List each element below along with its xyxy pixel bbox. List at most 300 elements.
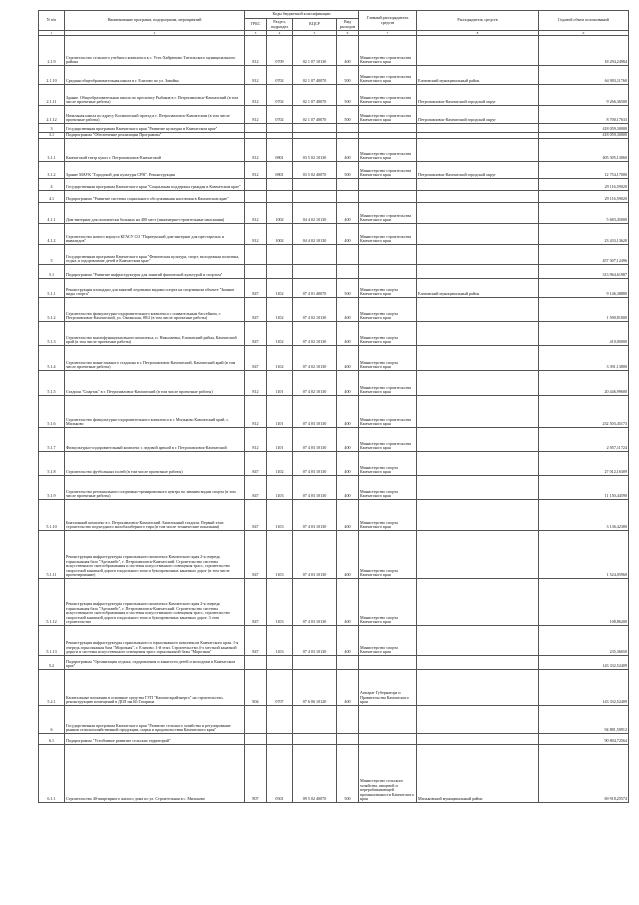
row-number: 5.1.9 — [39, 476, 65, 500]
row-recipient — [417, 626, 539, 656]
row-name: Строительство многофункционального комплекса, п. Николаевка, Елизовский район, Камчатский край (в том числе проектные работы) — [65, 322, 245, 346]
column-number: 6 — [337, 31, 359, 36]
row-kcsr: 07 4 02 10130 — [293, 371, 337, 396]
row-kcsr: 07 4 03 10130 — [293, 452, 337, 476]
table-row — [39, 452, 629, 476]
row-main-manager: Министерство строительства Камчатского края — [359, 224, 417, 245]
row-number: 5.1.11 — [39, 531, 65, 579]
row-kcsr: 04 4 02 10130 — [293, 224, 337, 245]
row-kcsr — [293, 124, 337, 133]
row-kcsr: 02 1 07 40070 — [293, 66, 337, 85]
row-main-manager: Министерство строительства Камчатского края — [359, 371, 417, 396]
table-row — [39, 476, 629, 500]
row-main-manager: Министерство спорта Камчатского края — [359, 452, 417, 476]
row-recipient — [417, 452, 539, 476]
row-number: 5 — [39, 245, 65, 265]
row-number: 5.1.8 — [39, 452, 65, 476]
row-kcsr — [293, 734, 337, 745]
row-volume: 11 150,44590 — [539, 476, 629, 500]
row-number: 2.1.11 — [39, 85, 65, 106]
row-main-manager: Министерство строительства Камчатского края — [359, 428, 417, 452]
row-name: Реконструкция инфраструктуры горнолыжного комплекса Камчатского края 2-я очередь горнолыжная база "Эдельвейс", г. Петропавловск-Камчатский. Строительство системы искусственного снегообразования и системы искусственного освещения трасс, строительство скоростной канатной дороги гондольного типа и буксировочных канатных дорог (в том числе проектирование) — [65, 531, 245, 579]
row-main-manager: Аппарат Губернатора и Правительства Камчатского края — [359, 670, 417, 706]
row-recipient — [417, 579, 539, 626]
row-razdel: 1101 — [267, 396, 293, 428]
row-grbs: 812 — [245, 371, 267, 396]
row-kcsr: 07 4 03 10130 — [293, 476, 337, 500]
row-kcsr: 09 5 02 40070 — [293, 745, 337, 803]
row-recipient — [417, 734, 539, 745]
row-grbs: 812 — [245, 203, 267, 224]
row-volume: 143 332,52409 — [539, 670, 629, 706]
table-row — [39, 66, 629, 85]
row-vid: 500 — [337, 66, 359, 85]
row-main-manager — [359, 179, 417, 191]
row-grbs: 847 — [245, 346, 267, 371]
row-grbs: 812 — [245, 428, 267, 452]
row-recipient — [417, 476, 539, 500]
row-main-manager — [359, 245, 417, 265]
row-name: Стадион "Спартак" в г. Петропавловск-Камчатский (в том числе проектные работы) — [65, 371, 245, 396]
row-recipient — [417, 298, 539, 322]
row-name: Реконструкция инфраструктуры горнолыжного и горнолыжного комплексов Камчатского края. 1-я очередь горнолыжная база "Морозная", г. Елизово. 1-й этап. Строительство 4-х местной канатной дороги и системы искусственного освещения трасс горнолыжной базы "Морозная" — [65, 626, 245, 656]
table-row — [39, 36, 629, 66]
row-number: 3.1 — [39, 133, 65, 139]
row-name: Начальная школа по адресу Космический проезд в г. Петропавловск-Камчатском (в том числе проектные работы) — [65, 106, 245, 124]
row-main-manager: Министерство спорта Камчатского края — [359, 279, 417, 298]
row-volume: 143 332,52409 — [539, 656, 629, 670]
row-volume: 313 964,61987 — [539, 265, 629, 279]
row-kcsr — [293, 706, 337, 734]
row-vid — [337, 245, 359, 265]
row-number: 5.1.10 — [39, 500, 65, 531]
row-name: Здание МАУК "Городской дом культуры СРВ". Реконструкция — [65, 162, 245, 179]
row-main-manager — [359, 124, 417, 133]
row-recipient: Елизовский муниципальный район — [417, 279, 539, 298]
row-razdel — [267, 124, 293, 133]
row-recipient: Петропавловск-Камчатский городской округ — [417, 106, 539, 124]
row-number: 6 — [39, 706, 65, 734]
row-name: Строительство физкультурно-оздоровительного комплекса с плавательным бассейном, г. Петропавловск-Камчатский, ул. Океанская, 88/2 (в том числе проектные работы) — [65, 298, 245, 322]
row-number: 6.1.1 — [39, 745, 65, 803]
row-main-manager: Министерство строительства Камчатского края — [359, 396, 417, 428]
table-row — [39, 371, 629, 396]
row-volume: 64 903,11760 — [539, 66, 629, 85]
row-volume: 2 057,11724 — [539, 428, 629, 452]
row-vid: 500 — [337, 279, 359, 298]
header-razdel: Раздел, подраздел — [267, 19, 293, 31]
row-razdel: 1101 — [267, 371, 293, 396]
row-name: Государственная программа Камчатского края "Физическая культура, спорт, молодежная политика, отдых и оздоровление детей в Камчатском крае" — [65, 245, 245, 265]
row-recipient — [417, 322, 539, 346]
row-kcsr: 07 6 06 10120 — [293, 670, 337, 706]
row-grbs: 847 — [245, 531, 267, 579]
row-main-manager: Министерство строительства Камчатского края — [359, 139, 417, 162]
row-volume: 5 683,45000 — [539, 203, 629, 224]
row-volume: 8 700,17633 — [539, 106, 629, 124]
row-volume: 235,36650 — [539, 626, 629, 656]
column-number: 5 — [293, 31, 337, 36]
row-name: Реконструкция площадки для занятий ледовыми видами спорта на спортивном объекте "Зимние виды спорта" — [65, 279, 245, 298]
row-grbs: 807 — [245, 745, 267, 803]
row-volume: 3 391,13800 — [539, 346, 629, 371]
row-grbs — [245, 245, 267, 265]
column-number: 2 — [65, 31, 245, 36]
row-volume: 23 433,13620 — [539, 224, 629, 245]
row-recipient — [417, 346, 539, 371]
table-row — [39, 139, 629, 162]
row-razdel: 1002 — [267, 224, 293, 245]
table-body — [39, 36, 629, 803]
table-row — [39, 322, 629, 346]
header-name: Наименование программ, подпрограмм, мероприятий — [65, 11, 245, 31]
column-number: 9 — [539, 31, 629, 36]
row-grbs: 812 — [245, 85, 267, 106]
row-razdel: 0702 — [267, 66, 293, 85]
row-recipient — [417, 245, 539, 265]
row-volume: 9 146,38880 — [539, 279, 629, 298]
row-recipient — [417, 139, 539, 162]
row-name: Строительство футбольных полей (в том числе проектные работы) — [65, 452, 245, 476]
table-row — [39, 224, 629, 245]
row-recipient — [417, 500, 539, 531]
row-kcsr: 07 4 02 10130 — [293, 346, 337, 371]
row-kcsr: 03 5 02 10130 — [293, 139, 337, 162]
row-vid: 400 — [337, 371, 359, 396]
row-razdel — [267, 706, 293, 734]
table-row — [39, 626, 629, 656]
row-main-manager: Министерство строительства Камчатского края — [359, 36, 417, 66]
row-vid: 500 — [337, 162, 359, 179]
row-grbs: 804 — [245, 670, 267, 706]
row-kcsr: 02 1 07 10130 — [293, 36, 337, 66]
header-volume: Годовой объем ассигнований — [539, 11, 629, 31]
table-row — [39, 346, 629, 371]
row-razdel: 1103 — [267, 476, 293, 500]
row-razdel: 0702 — [267, 85, 293, 106]
table-row — [39, 656, 629, 670]
row-kcsr: 07 4 03 10130 — [293, 428, 337, 452]
row-kcsr: 07 4 03 10130 — [293, 396, 337, 428]
row-kcsr — [293, 179, 337, 191]
table-row — [39, 162, 629, 179]
row-grbs: 847 — [245, 322, 267, 346]
row-kcsr: 02 1 07 40070 — [293, 106, 337, 124]
row-main-manager: Министерство спорта Камчатского края — [359, 346, 417, 371]
row-grbs — [245, 656, 267, 670]
row-recipient: Петропавловск-Камчатский городской округ — [417, 85, 539, 106]
row-main-manager — [359, 734, 417, 745]
table-row — [39, 500, 629, 531]
row-recipient — [417, 203, 539, 224]
row-grbs — [245, 734, 267, 745]
row-kcsr — [293, 191, 337, 203]
row-vid: 400 — [337, 36, 359, 66]
row-razdel: 1102 — [267, 279, 293, 298]
row-recipient — [417, 428, 539, 452]
table-row — [39, 191, 629, 203]
row-vid: 400 — [337, 500, 359, 531]
row-grbs — [245, 124, 267, 133]
row-vid: 500 — [337, 745, 359, 803]
row-name: Государственная программа Камчатского края "Развитие сельского хозяйства и регулирование рынков сельскохозяйственной продукции, сырья и продовольствия Камчатского края" — [65, 706, 245, 734]
row-vid: 500 — [337, 106, 359, 124]
row-main-manager: Министерство сельского хозяйства, пищевой и перерабатывающей промышленности Камчатского края — [359, 745, 417, 803]
row-vid — [337, 706, 359, 734]
row-main-manager: Министерство спорта Камчатского края — [359, 531, 417, 579]
row-vid: 400 — [337, 428, 359, 452]
row-name: Камчатский театр кукол г. Петропавловск-Камчатский — [65, 139, 245, 162]
row-volume: 29 116,59020 — [539, 191, 629, 203]
row-recipient — [417, 224, 539, 245]
row-number: 3 — [39, 124, 65, 133]
row-kcsr — [293, 656, 337, 670]
row-vid: 400 — [337, 298, 359, 322]
column-number: 1 — [39, 31, 65, 36]
row-grbs: 812 — [245, 139, 267, 162]
row-razdel — [267, 191, 293, 203]
row-grbs: 812 — [245, 396, 267, 428]
row-recipient — [417, 191, 539, 203]
row-main-manager: Министерство строительства Камчатского края — [359, 106, 417, 124]
row-grbs — [245, 706, 267, 734]
row-volume: 410,00000 — [539, 322, 629, 346]
row-razdel: 1103 — [267, 579, 293, 626]
row-recipient — [417, 124, 539, 133]
row-volume: 90 804,72564 — [539, 734, 629, 745]
row-number: 5.1.6 — [39, 396, 65, 428]
row-vid: 400 — [337, 139, 359, 162]
row-recipient — [417, 706, 539, 734]
row-razdel: 1102 — [267, 298, 293, 322]
row-vid — [337, 656, 359, 670]
row-main-manager: Министерство строительства Камчатского края — [359, 203, 417, 224]
row-main-manager: Министерство строительства Камчатского края — [359, 85, 417, 106]
row-razdel: 0707 — [267, 670, 293, 706]
table-row — [39, 298, 629, 322]
row-kcsr: 07 4 01 40070 — [293, 279, 337, 298]
row-razdel: 1002 — [267, 203, 293, 224]
row-main-manager: Министерство спорта Камчатского края — [359, 500, 417, 531]
header-num: N п/п — [39, 11, 65, 31]
row-main-manager: Министерство спорта Камчатского края — [359, 298, 417, 322]
column-number: 4 — [267, 31, 293, 36]
row-name: Подпрограмма "Обеспечение реализации Программы" — [65, 133, 245, 139]
row-number: 5.1 — [39, 265, 65, 279]
row-main-manager: Министерство строительства Камчатского края — [359, 162, 417, 179]
row-number: 5.1.5 — [39, 371, 65, 396]
row-volume: 1 524,05960 — [539, 531, 629, 579]
row-number: 4.1.1 — [39, 203, 65, 224]
table-row — [39, 745, 629, 803]
row-volume: 29 116,59020 — [539, 179, 629, 191]
row-vid: 400 — [337, 224, 359, 245]
row-grbs — [245, 191, 267, 203]
budget-table-sheet — [38, 10, 628, 803]
row-volume: 405 305,13060 — [539, 139, 629, 162]
row-razdel — [267, 179, 293, 191]
table-row — [39, 670, 629, 706]
row-number: 4 — [39, 179, 65, 191]
row-name: Государственная программа Камчатского края "Развитие культуры в Камчатском крае" — [65, 124, 245, 133]
row-name: Физкультурно-оздоровительный комплекс с ледовой ареной в г. Петропавловск-Камчатский — [65, 428, 245, 452]
row-kcsr: 07 4 02 10130 — [293, 298, 337, 322]
row-number: 5.1.13 — [39, 626, 65, 656]
row-vid: 400 — [337, 203, 359, 224]
row-name: Реконструкция инфраструктуры горнолыжного комплекса Камчатского края 2-я очередь горнолыжная база "Эдельвейс", г. Петропавловск-Камчатский. Строительство системы искусственного снегообразования и системы искусственного освещения трасс, строительство скоростной канатной дороги гондольного типа и буксировочных канатных дорог. 3 этап строительства — [65, 579, 245, 626]
row-recipient — [417, 656, 539, 670]
row-number: 4.1.2 — [39, 224, 65, 245]
row-vid: 400 — [337, 322, 359, 346]
row-name: Подпрограмма "Устойчивое развитие сельских территорий" — [65, 734, 245, 745]
row-number: 6.1 — [39, 734, 65, 745]
row-grbs: 812 — [245, 36, 267, 66]
row-vid: 400 — [337, 531, 359, 579]
row-grbs: 812 — [245, 106, 267, 124]
table-row — [39, 396, 629, 428]
row-kcsr: 02 1 07 40070 — [293, 85, 337, 106]
header-grbs: ГРБС — [245, 19, 267, 31]
row-name: Строительство мини-лыжного стадиона в г. Петропавловск-Камчатский, Камчатский край (в том числе проектные работы) — [65, 346, 245, 371]
row-number: 5.1.12 — [39, 579, 65, 626]
row-main-manager: Министерство спорта Камчатского края — [359, 626, 417, 656]
column-number: 7 — [359, 31, 417, 36]
row-razdel: 1103 — [267, 531, 293, 579]
row-main-manager: Министерство спорта Камчатского края — [359, 322, 417, 346]
row-vid: 400 — [337, 476, 359, 500]
table-row — [39, 265, 629, 279]
row-number: 2.1.10 — [39, 66, 65, 85]
row-main-manager — [359, 706, 417, 734]
row-vid: 400 — [337, 452, 359, 476]
row-grbs: 847 — [245, 279, 267, 298]
row-razdel — [267, 245, 293, 265]
row-volume: 27 012,16309 — [539, 452, 629, 476]
row-grbs: 812 — [245, 66, 267, 85]
row-grbs — [245, 179, 267, 191]
header-kcsr: КЦСР — [293, 19, 337, 31]
row-recipient: Петропавловск-Камчатский городской округ — [417, 162, 539, 179]
row-grbs — [245, 265, 267, 279]
row-razdel: 0702 — [267, 106, 293, 124]
row-volume: 232 503,45173 — [539, 396, 629, 428]
row-razdel: 0501 — [267, 745, 293, 803]
row-number: 5.2.1 — [39, 670, 65, 706]
row-volume: 20 446,99600 — [539, 371, 629, 396]
row-recipient — [417, 531, 539, 579]
row-name: Строительство нового корпуса КГАСУ СО "Паратунский дом-интернат для престарелых и инвалидов" — [65, 224, 245, 245]
row-volume: 3 136,42380 — [539, 500, 629, 531]
row-razdel: 1102 — [267, 452, 293, 476]
row-grbs: 847 — [245, 298, 267, 322]
row-main-manager — [359, 656, 417, 670]
row-vid: 500 — [337, 85, 359, 106]
row-recipient — [417, 179, 539, 191]
table-row — [39, 179, 629, 191]
header-main: Главный распорядитель средств — [359, 11, 417, 31]
row-main-manager — [359, 265, 417, 279]
table-row — [39, 706, 629, 734]
row-kcsr: 04 4 02 10130 — [293, 203, 337, 224]
row-recipient: Мильковский муниципальный район — [417, 745, 539, 803]
column-number: 3 — [245, 31, 267, 36]
row-volume: 94 881,50912 — [539, 706, 629, 734]
row-volume: 69 918,25574 — [539, 745, 629, 803]
row-number: 3.1.2 — [39, 162, 65, 179]
row-main-manager — [359, 191, 417, 203]
row-number: 5.1.1 — [39, 279, 65, 298]
row-number: 5.1.3 — [39, 322, 65, 346]
row-razdel: 1102 — [267, 322, 293, 346]
row-grbs: 847 — [245, 476, 267, 500]
row-vid — [337, 265, 359, 279]
column-number: 8 — [417, 31, 539, 36]
row-number: 5.1.2 — [39, 298, 65, 322]
row-kcsr: 07 4 03 10130 — [293, 626, 337, 656]
row-number: 4.1 — [39, 191, 65, 203]
header-codes-group: Коды бюджетной классификации — [245, 11, 359, 19]
table-row — [39, 531, 629, 579]
table-row — [39, 579, 629, 626]
row-razdel — [267, 265, 293, 279]
row-number: 5.1.7 — [39, 428, 65, 452]
row-name: Строительство сельского учебного комплекса в с. Усть-Хайрюзово Тигильского муниципального района — [65, 36, 245, 66]
header-vid: Вид расходов — [337, 19, 359, 31]
row-kcsr: 07 4 03 10130 — [293, 531, 337, 579]
row-number: 2.1.9 — [39, 36, 65, 66]
row-recipient — [417, 396, 539, 428]
table-row — [39, 279, 629, 298]
row-volume: 418 059,30000 — [539, 124, 629, 133]
row-razdel: 1101 — [267, 428, 293, 452]
row-razdel: 1103 — [267, 500, 293, 531]
table-row — [39, 245, 629, 265]
row-volume: 457 307,12496 — [539, 245, 629, 265]
row-kcsr: 07 4 02 10130 — [293, 322, 337, 346]
row-kcsr: 07 4 03 10130 — [293, 500, 337, 531]
row-kcsr — [293, 265, 337, 279]
row-vid — [337, 191, 359, 203]
row-volume: 12 754,17000 — [539, 162, 629, 179]
table-row — [39, 85, 629, 106]
row-name: Капитальные вложения в основные средства ГУП "Камчатскрайэнерго" на строительство, реконструкцию помещений в ДОЛ им.Ю.Гагарина — [65, 670, 245, 706]
row-volume: 1 590,81000 — [539, 298, 629, 322]
row-grbs: 847 — [245, 500, 267, 531]
row-razdel — [267, 656, 293, 670]
row-razdel — [267, 734, 293, 745]
row-recipient — [417, 265, 539, 279]
row-recipient — [417, 36, 539, 66]
row-main-manager: Министерство спорта Камчатского края — [359, 579, 417, 626]
row-volume: 9 266,36500 — [539, 85, 629, 106]
row-main-manager: Министерство спорта Камчатского края — [359, 476, 417, 500]
row-kcsr: 03 5 02 40070 — [293, 162, 337, 179]
row-name: Дом-интернат для психически больных на 400 мест (инженерно-строительные изыскания) — [65, 203, 245, 224]
row-name: Здание. Общеобразовательная школа по проспекту Рыбаков в г. Петропавловск-Камчатский (в том числе проектные работы) — [65, 85, 245, 106]
row-number: 5.2 — [39, 656, 65, 670]
budget-table — [38, 10, 629, 803]
row-razdel: 1102 — [267, 346, 293, 371]
table-row — [39, 734, 629, 745]
row-vid — [337, 734, 359, 745]
row-razdel: 1103 — [267, 626, 293, 656]
row-razdel: 0801 — [267, 162, 293, 179]
row-main-manager: Министерство строительства Камчатского края — [359, 66, 417, 85]
table-row — [39, 124, 629, 133]
row-vid: 400 — [337, 346, 359, 371]
row-recipient: Елизовский муниципальный район — [417, 66, 539, 85]
table-row — [39, 428, 629, 452]
